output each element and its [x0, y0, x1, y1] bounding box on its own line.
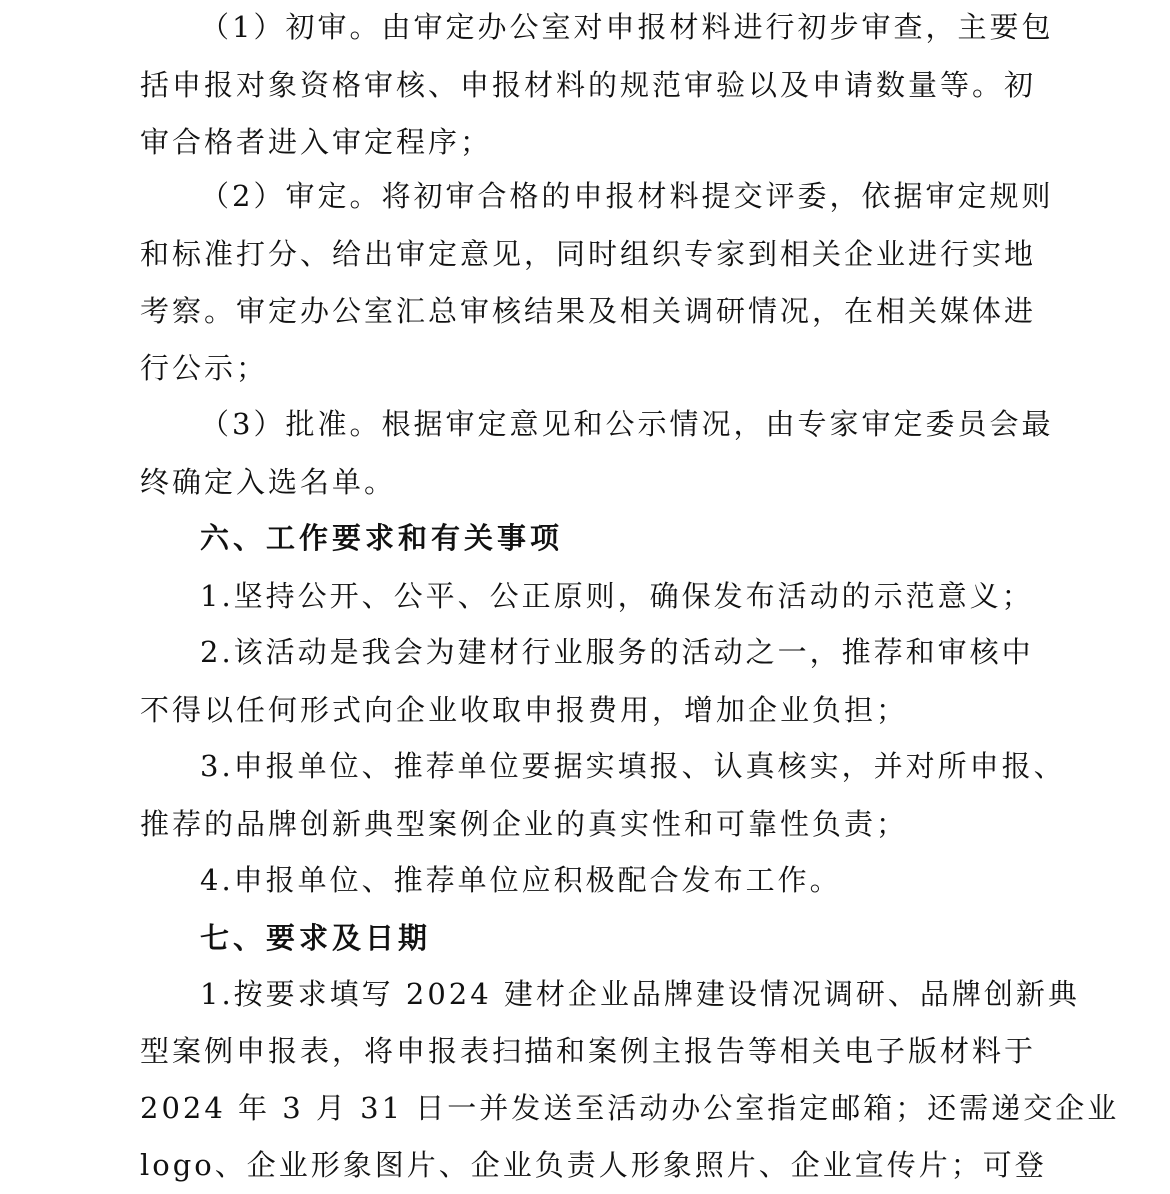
- requirement-1-line-3: 2024 年 3 月 31 日一并发送至活动办公室指定邮箱；还需递交企业: [140, 1091, 1120, 1125]
- paragraph-line-review-3: 考察。审定办公室汇总审核结果及相关调研情况，在相关媒体进: [140, 294, 1037, 328]
- paragraph-line-approval-2: 终确定入选名单。: [140, 465, 397, 499]
- paragraph-line-initial-review-3: 审合格者进入审定程序；: [140, 125, 493, 159]
- requirement-1-line-2: 型案例申报表，将申报表扫描和案例主报告等相关电子版材料于: [140, 1034, 1037, 1068]
- paragraph-line-initial-review-2: 括申报对象资格审核、申报材料的规范审验以及申请数量等。初: [140, 68, 1037, 102]
- paragraph-line-initial-review-1: （1）初审。由审定办公室对申报材料进行初步审查，主要包: [200, 10, 1054, 44]
- list-item-4: 4.申报单位、推荐单位应积极配合发布工作。: [200, 863, 842, 897]
- paragraph-line-review-1: （2）审定。将初审合格的申报材料提交评委，依据审定规则: [200, 179, 1054, 213]
- section-heading-requirements-dates: 七、要求及日期: [200, 921, 432, 955]
- requirement-1-line-4: logo、企业形象图片、企业负责人形象照片、企业宣传片；可登: [140, 1148, 1047, 1182]
- paragraph-line-approval-1: （3）批准。根据审定意见和公示情况，由专家审定委员会最: [200, 407, 1054, 441]
- list-item-3-line-2: 推荐的品牌创新典型案例企业的真实性和可靠性负责；: [140, 807, 909, 841]
- list-item-2-line-1: 2.该活动是我会为建材行业服务的活动之一，推荐和审核中: [200, 635, 1034, 669]
- section-heading-work-requirements: 六、工作要求和有关事项: [200, 521, 564, 555]
- list-item-2-line-2: 不得以任何形式向企业收取申报费用，增加企业负担；: [140, 693, 909, 727]
- list-item-3-line-1: 3.申报单位、推荐单位要据实填报、认真核实，并对所申报、: [200, 749, 1066, 783]
- paragraph-line-review-4: 行公示；: [140, 351, 269, 385]
- list-item-1: 1.坚持公开、公平、公正原则，确保发布活动的示范意义；: [200, 579, 1034, 613]
- paragraph-line-review-2: 和标准打分、给出审定意见，同时组织专家到相关企业进行实地: [140, 237, 1037, 271]
- requirement-1-line-1: 1.按要求填写 2024 建材企业品牌建设情况调研、品牌创新典: [200, 977, 1080, 1011]
